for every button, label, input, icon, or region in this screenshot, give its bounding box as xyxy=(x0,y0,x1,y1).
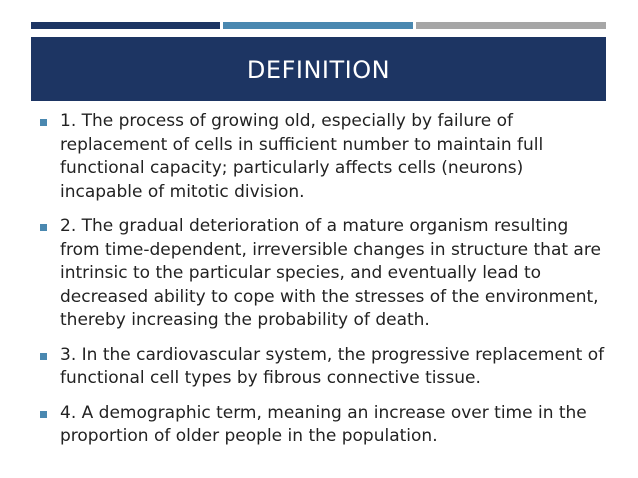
list-item xyxy=(40,110,606,204)
top-accent-bars xyxy=(31,22,606,29)
list-item xyxy=(40,215,606,333)
accent-bar-navy xyxy=(31,22,220,29)
square-bullet-icon xyxy=(40,119,47,126)
slide-title: DEFINITION xyxy=(246,56,391,84)
title-banner xyxy=(31,37,606,101)
list-item xyxy=(40,402,606,449)
square-bullet-icon xyxy=(40,353,47,360)
list-item-text: 4. A demographic term, meaning an increase over time in the proportion of older people in the population. xyxy=(60,402,587,446)
square-bullet-icon xyxy=(40,224,47,231)
bullet-list xyxy=(40,110,606,460)
list-item-text: 2. The gradual deterioration of a mature organism resulting from time-dependent, irreversible changes in structure that are intrinsic to the particular species, and eventually lead to decreased ability to cope with the stresses of the environment, thereby increasing the probability of death. xyxy=(60,216,601,330)
square-bullet-icon xyxy=(40,411,47,418)
list-item xyxy=(40,344,606,391)
accent-bar-gray xyxy=(416,22,606,29)
list-item-text: 3. In the cardiovascular system, the progressive replacement of functional cell types by fibrous connective tissue. xyxy=(60,344,605,388)
list-item-text: 1. The process of growing old, especially by failure of replacement of cells in sufficient number to maintain full functional capacity; particularly affects cells (neurons) incapable of mitotic division. xyxy=(60,111,544,202)
accent-bar-blue xyxy=(223,22,413,29)
